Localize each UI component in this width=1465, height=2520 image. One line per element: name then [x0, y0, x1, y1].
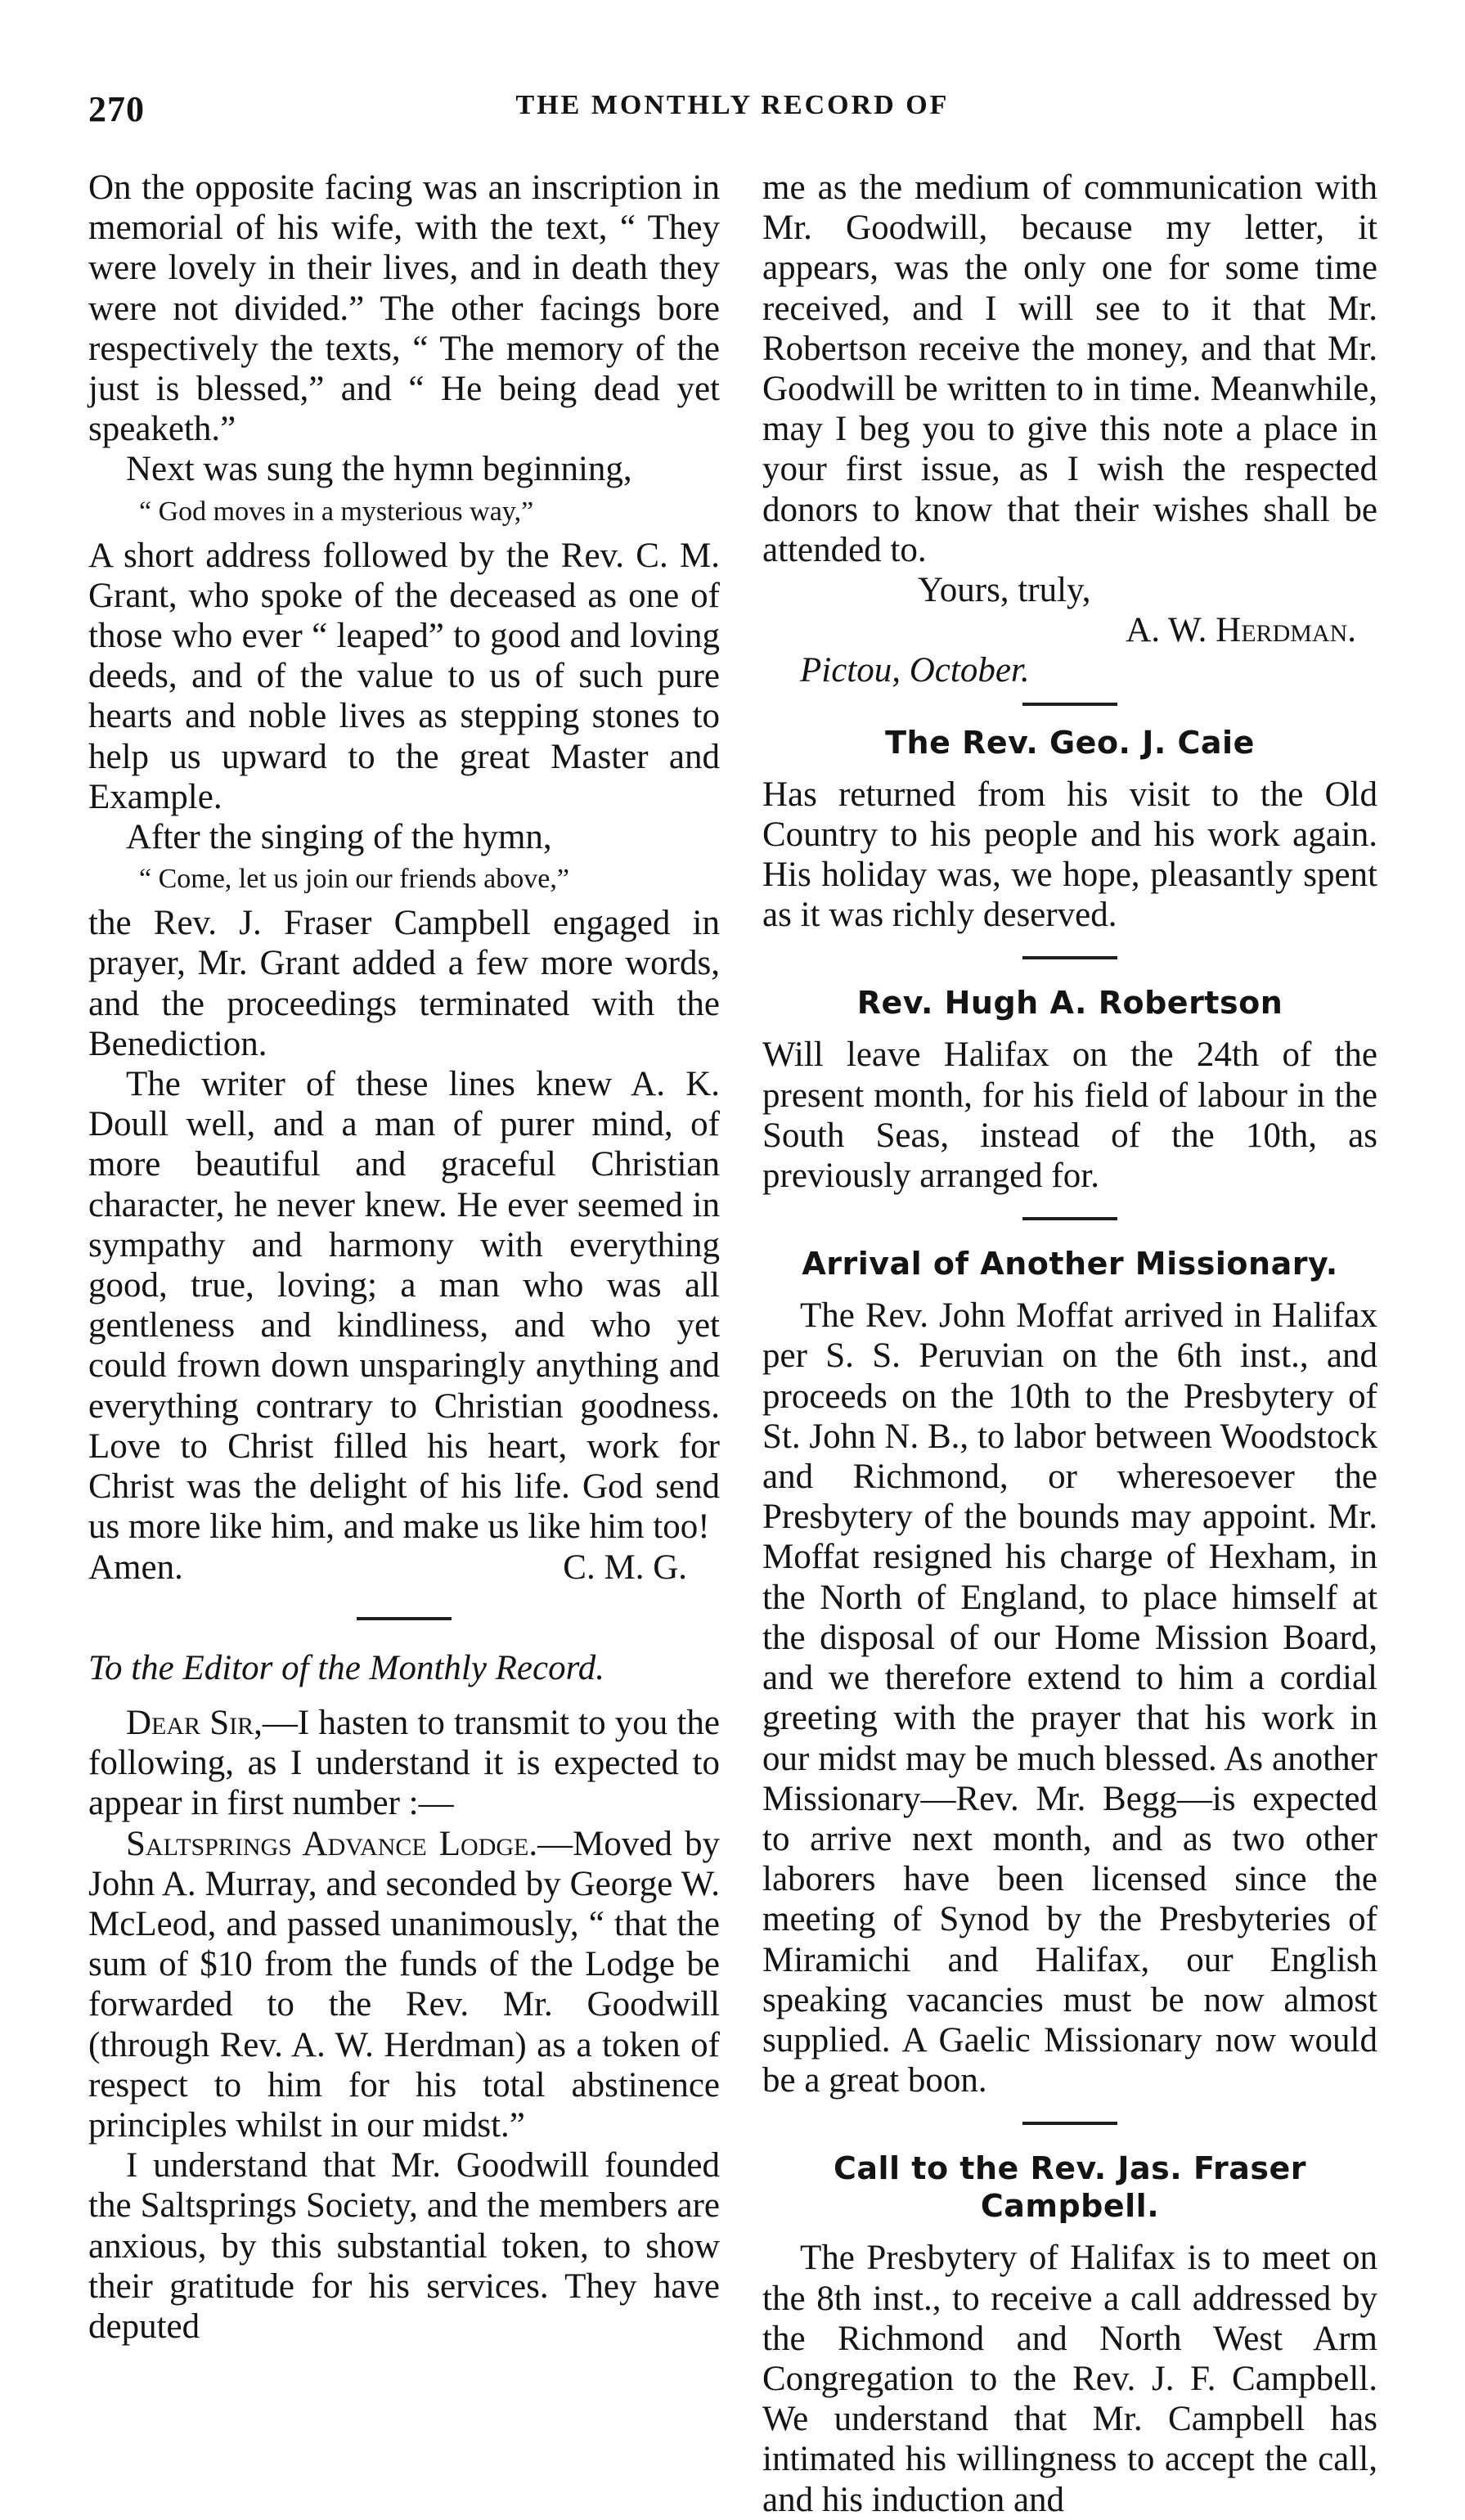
- section-divider: [357, 1617, 452, 1620]
- paragraph: The Presbytery of Halifax is to meet on the 8th inst., to receive a call addressed by the Richmond and North West Arm Congregation to the Rev. J. F. Campbell. We understand that Mr. Campbell has intimated his willingness to accept the call, and his induction and: [762, 2239, 1377, 2519]
- author-initials: C. M. G.: [563, 1547, 687, 1587]
- paragraph: the Rev. J. Fraser Campbell engaged in prayer, Mr. Grant added a few more words, and the proceedings terminated with the Benediction.: [88, 904, 720, 1063]
- paragraph: Next was sung the hymn beginning,: [126, 450, 632, 489]
- section-heading: The Rev. Geo. J. Caie: [885, 724, 1255, 761]
- amen-text: Amen.: [88, 1547, 183, 1587]
- section-divider: [1022, 956, 1117, 959]
- section-divider: [1022, 703, 1117, 706]
- resolution-text: —Moved by John A. Murray, and seconded by George W. McLeod, and passed unanimously, “ that the sum of $10 from the funds of the Lodge be forwarded to the Rev. Mr. Goodwill (through Rev. A. W. Herdman) as a token of respect to him for his total abstinence principles whilst in our midst.”: [88, 1824, 720, 2145]
- paragraph: Will leave Halifax on the 24th of the present month, for his field of labour in the South Seas, instead of the 10th, as previously arranged for.: [762, 1035, 1377, 1196]
- paragraph: me as the medium of communication with Mr. Goodwill, because my letter, it appears, was the only one for some time received, and I will see to it that Mr. Robertson receive the money, and that Mr. Goodwill be written to in time. Meanwhile, may I beg you to give this note a place in your first issue, as I wish the respected donors to know that their wishes shall be attended to.: [762, 168, 1377, 569]
- letter-signature: A. W. Herdman.: [1126, 611, 1356, 650]
- paragraph: After the singing of the hymn,: [126, 818, 552, 857]
- resolution-paragraph: [88, 1824, 720, 2146]
- section-heading: Call to the Rev. Jas. Fraser Campbell.: [833, 2150, 1306, 2225]
- paragraph: I understand that Mr. Goodwill founded the Saltsprings Society, and the members are anxious, by this substantial token, to show their gratitude for his services. They have deputed: [88, 2146, 720, 2346]
- section-heading: Rev. Hugh A. Robertson: [856, 985, 1283, 1022]
- signoff-line: [88, 1547, 720, 1588]
- paragraph: On the opposite facing was an inscription in memorial of his wife, with the text, “ They were lovely in their lives, and in death they were not divided.” The other facings bore respectively the texts, “ The memory of the just is blessed,” and “ He being dead yet speaketh.”: [88, 168, 720, 449]
- running-head: THE MONTHLY RECORD OF: [515, 90, 950, 120]
- paragraph: The Rev. John Moffat arrived in Halifax per S. S. Peruvian on the 6th inst., and proceeds on the 10th to the Presbytery of St. John N. B., to labor between Woodstock and Richmond, or wheresoever the Presbytery of the bounds may appoint. Mr. Moffat resigned his charge of Hexham, in the North of England, to place himself at the disposal of our Home Mission Board, and we therefore extend to him a cordial greeting with the prayer that his work in our midst may be much blessed. As another Missionary—Rev. Mr. Begg—is expected to arrive next month, and as two other laborers have been licensed since the meeting of Synod by the Presbyteries of Miramichi and Halifax, our English speaking vacancies must be now almost supplied. A Gaelic Missionary now would be a great boon.: [762, 1296, 1377, 2100]
- paragraph: Has returned from his visit to the Old Country to his people and his work again. His holiday was, we hope, pleasantly spent as it was richly deserved.: [762, 775, 1377, 935]
- letter-place: Pictou, October.: [800, 651, 1030, 690]
- page-number: 270: [88, 89, 145, 129]
- section-divider: [1022, 2122, 1117, 2125]
- letter-heading: To the Editor of the Monthly Record.: [88, 1648, 604, 1687]
- paragraph: The writer of these lines knew A. K. Doull well, and a man of purer mind, of more beautiful and graceful Christian character, he never knew. He ever seemed in sympathy and harmony with everything good, true, loving; a man who was all gentleness and kindliness, and who yet could frown down unsparingly anything and everything contrary to Christian goodness. Love to Christ filled his heart, work for Christ was the delight of his life. God send us more like him, and make us like him too!: [88, 1065, 720, 1547]
- section-heading: Arrival of Another Missionary.: [802, 1246, 1338, 1282]
- letter-closing: Yours, truly,: [918, 571, 1091, 610]
- hymn-line: “ God moves in a mysterious way,”: [139, 496, 534, 527]
- paragraph: A short address followed by the Rev. C. M. Grant, who spoke of the deceased as one of those who ever “ leaped” to good and loving deeds, and of the value to us of such pure hearts and noble lives as stepping stones to help us upward to the great Master and Example.: [88, 536, 720, 816]
- right-column: [762, 168, 1377, 2520]
- lodge-name: Saltsprings Advance Lodge.: [126, 1824, 538, 1863]
- section-divider: [1022, 1217, 1117, 1220]
- left-column: [88, 168, 720, 2347]
- letter-paragraph: [88, 1703, 720, 1824]
- hymn-line: “ Come, let us join our friends above,”: [139, 864, 569, 895]
- letter-text: —I hasten to transmit to you the following, as I understand it is expected to appear in first number :—: [88, 1703, 721, 1823]
- salutation: Dear Sir,: [126, 1703, 263, 1742]
